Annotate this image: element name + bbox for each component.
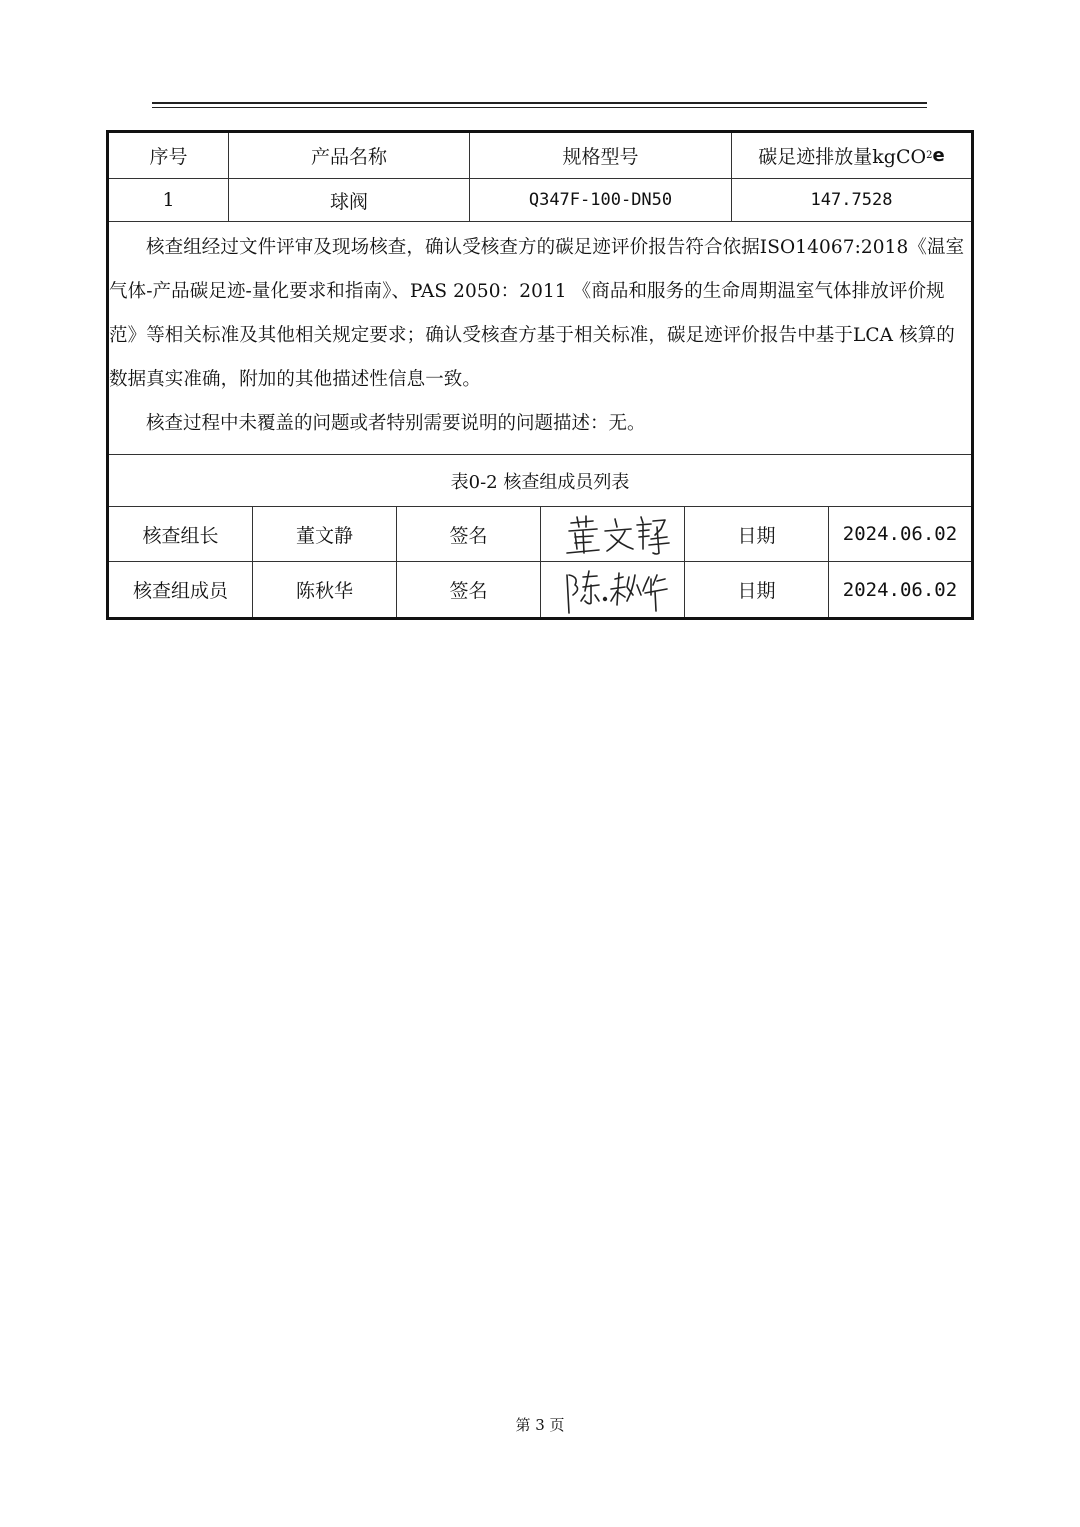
member-date-label: 日期 xyxy=(685,562,829,617)
verification-table xyxy=(106,130,974,620)
header-model: 规格型号 xyxy=(470,133,732,178)
header-emission-label: 碳足迹排放量kgCO xyxy=(758,146,927,168)
members-table-caption: 表0-2 核查组成员列表 xyxy=(109,455,971,507)
member-date: 2024.06.02 xyxy=(842,523,958,545)
member-signature-label: 签名 xyxy=(397,507,541,561)
table-header-row xyxy=(109,133,971,179)
table-row xyxy=(109,179,971,222)
header-product-name: 产品名称 xyxy=(229,133,470,178)
conclusion-paragraph: 核查组经过文件评审及现场核查，确认受核查方的碳足迹评价报告符合依据ISO14067:2018《温室气体-产品碳足迹-量化要求和指南》、PAS 2050：2011 《商品和服务的生命周期温室气体排放评价规范》等相关标准及其他相关规定要求；确认受核查方基于相关标准，碳足迹评价报告中基于LCA 核算的数据真实准确，附加的其他描述性信息一致。 xyxy=(109,237,965,390)
conclusion-block xyxy=(109,222,971,455)
member-date-label: 日期 xyxy=(685,507,829,561)
handwritten-signature-image xyxy=(553,565,673,615)
handwritten-signature-image xyxy=(553,509,673,559)
member-signature xyxy=(541,507,685,561)
member-name: 董文静 xyxy=(253,507,397,561)
member-signature xyxy=(541,562,685,617)
cell-seq: 1 xyxy=(109,179,229,221)
member-role: 核查组成员 xyxy=(109,562,253,617)
member-role: 核查组长 xyxy=(109,507,253,561)
member-date: 2024.06.02 xyxy=(842,578,958,601)
header-rule xyxy=(152,102,927,108)
page-number: 第 3 页 xyxy=(515,1416,565,1434)
cell-emission: 147.7528 xyxy=(810,190,893,210)
header-emission-suffix: e xyxy=(932,145,945,166)
cell-product-name: 球阀 xyxy=(229,179,470,221)
member-row xyxy=(109,562,971,617)
header-emission xyxy=(732,133,971,178)
conclusion-note: 核查过程中未覆盖的问题或者特别需要说明的问题描述：无。 xyxy=(146,413,646,434)
member-name: 陈秋华 xyxy=(253,562,397,617)
member-signature-label: 签名 xyxy=(397,562,541,617)
member-row xyxy=(109,507,971,562)
cell-model: Q347F-100-DN50 xyxy=(470,179,732,221)
header-seq: 序号 xyxy=(109,133,229,178)
header-emission-subscript: 2 xyxy=(926,150,933,161)
